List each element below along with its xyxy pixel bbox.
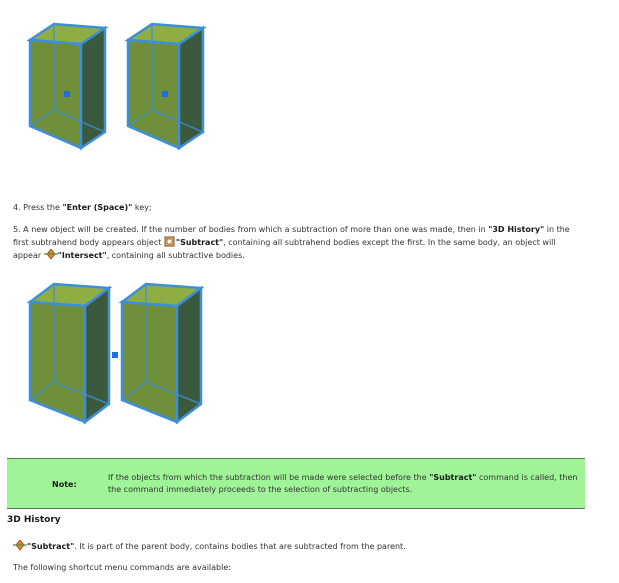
- note-text-1: If the objects from which the subtraction will be made were selected before the: [108, 473, 430, 482]
- center-marker: [162, 91, 168, 97]
- step-4-suffix: key;: [132, 203, 152, 212]
- note-label: Note:: [52, 480, 77, 489]
- history-subtract-term: "Subtract": [27, 542, 75, 551]
- subtract-history-icon: [164, 236, 176, 247]
- figure-two-boxes-result: [25, 276, 215, 426]
- step-5-text-2: in the first subtrahend body appears object: [13, 225, 570, 247]
- history-term: "3D History": [488, 225, 545, 234]
- subtract-term: "Subtract": [175, 238, 224, 247]
- shortcut-menu-paragraph: The following shortcut menu commands are available:: [13, 563, 231, 572]
- note-text-2: command is called, then the command immediately proceeds to the selection of subtracting objects.: [108, 473, 578, 494]
- intersect-history-icon: [13, 540, 27, 551]
- box-left-result: [30, 284, 109, 422]
- box-left-top: [30, 24, 105, 148]
- step-5-text-4: , containing all subtractive bodies.: [106, 251, 245, 260]
- step-5-paragraph: [13, 224, 573, 262]
- intersect-history-icon: [44, 249, 58, 260]
- note-text: [108, 472, 578, 496]
- enter-space-key: "Enter (Space)": [62, 203, 133, 212]
- note-box: [7, 458, 585, 509]
- note-subtract-term: "Subtract": [429, 473, 477, 482]
- center-marker: [64, 91, 70, 97]
- history-subtract-desc: . It is part of the parent body, contains bodies that are subtracted from the parent.: [74, 542, 406, 551]
- box-right-result: [122, 284, 201, 422]
- center-marker: [112, 352, 118, 358]
- step-5-text-3: , containing all subtrahend bodies except the first. In the same body, an object will appear: [13, 238, 556, 260]
- step-4-text: 4. Press the: [13, 203, 63, 212]
- subtract-history-paragraph: [13, 540, 573, 553]
- history-heading: 3D History: [7, 515, 61, 525]
- box-right-top: [128, 24, 203, 148]
- step-5-text: 5. A new object will be created. If the number of bodies from which a subtraction of more than one was made, then in: [13, 225, 489, 234]
- figure-two-boxes-top: [25, 14, 215, 150]
- step-4-paragraph: [13, 202, 573, 214]
- intersect-term: "Intersect": [57, 251, 107, 260]
